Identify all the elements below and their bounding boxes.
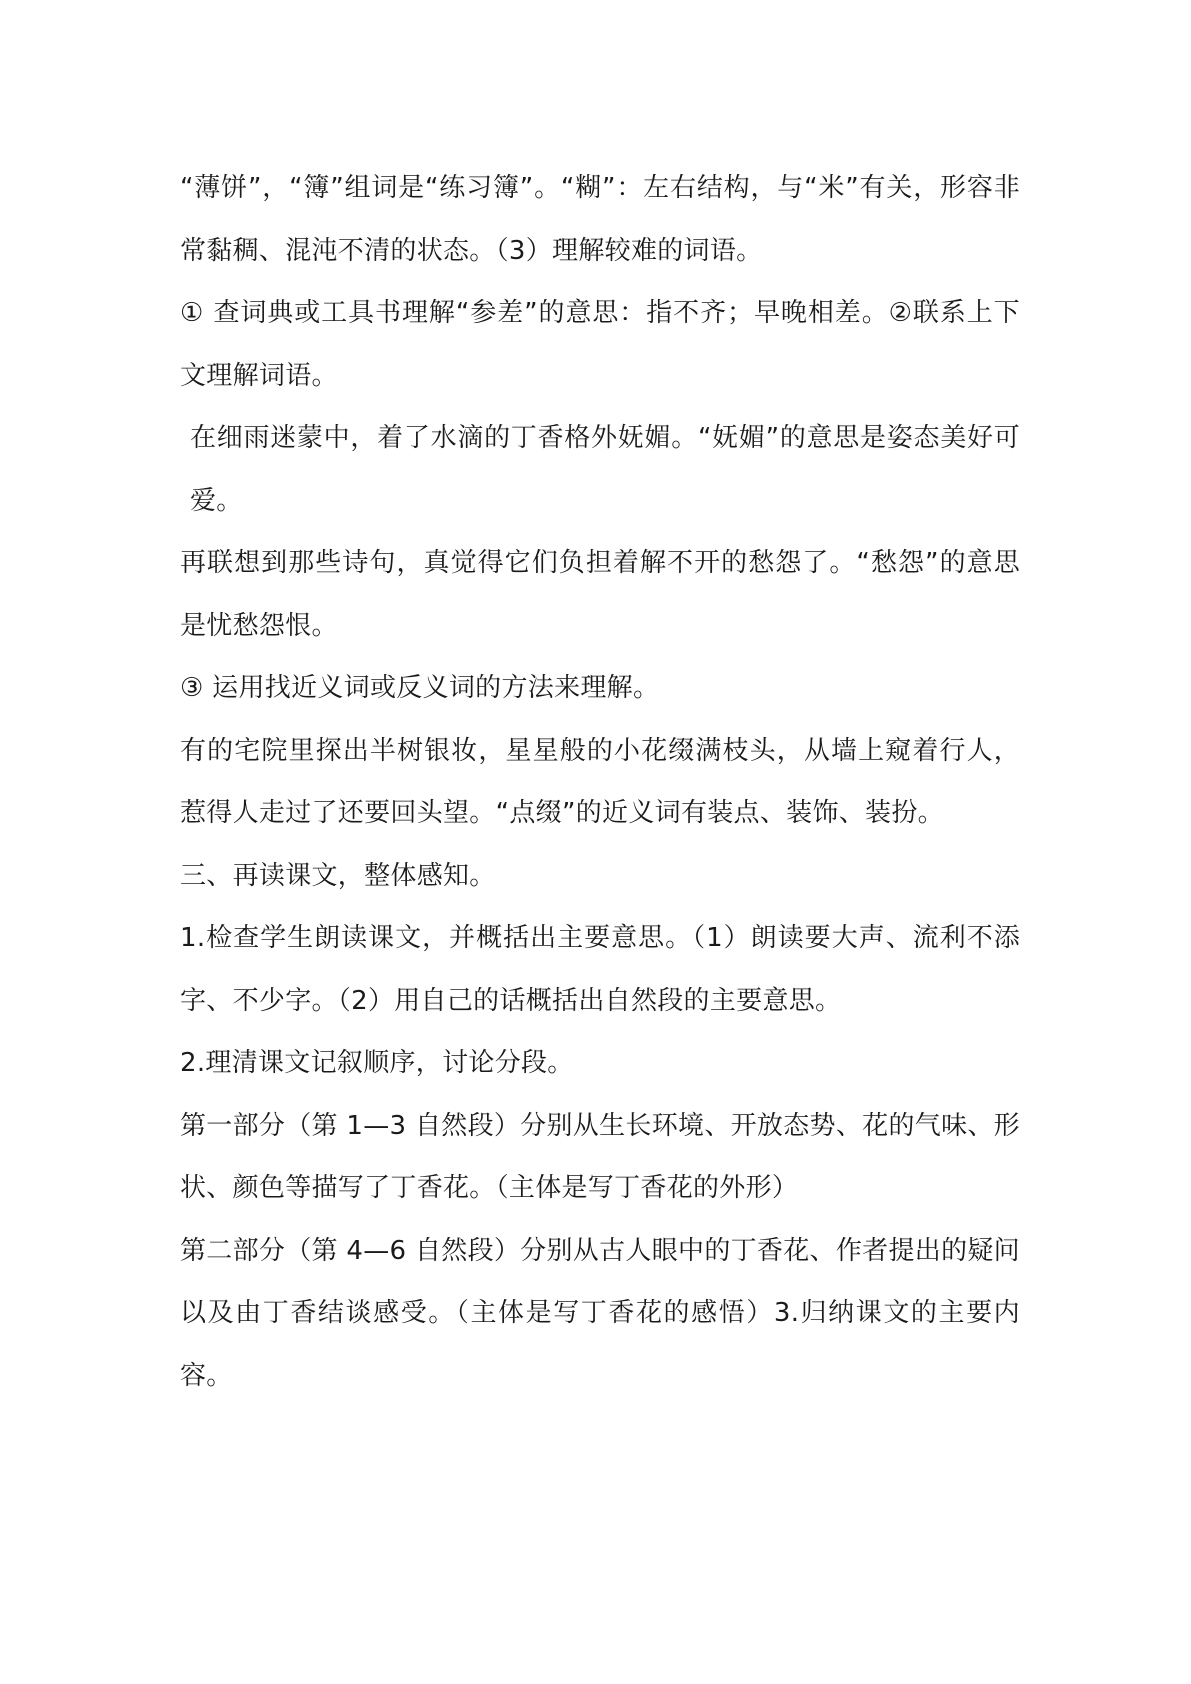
paragraph-synonym-method: ③ 运用找近义词或反义词的方法来理解。 [180,673,660,703]
document-body [180,157,1020,1407]
section-heading-reread: 三、再读课文，整体感知。 [180,860,496,891]
paragraph-dictionary-method: ① 查词典或工具书理解“参差”的意思：指不齐；早晚相差。②联系上下文理解词语。 [180,298,1020,391]
paragraph-part-two: 第二部分（第 4—6 自然段）分别从古人眼中的丁香花、作者提出的疑问以及由丁香结谈感受。（主体是写丁香花的感悟）3.归纳课文的主要内容。 [180,1235,1020,1391]
paragraph-word-structure: “薄饼”，“簿”组词是“练习簿”。“糊”：左右结构，与“米”有关，形容非常黏稠、混沌不清的状态。（3）理解较难的词语。 [180,173,1020,266]
paragraph-sequence: 2.理清课文记叙顺序，讨论分段。 [180,1048,574,1078]
paragraph-context-example-1: 在细雨迷蒙中，着了水滴的丁香格外妩媚。“妩媚”的意思是姿态美好可爱。 [190,423,1020,516]
paragraph-part-one: 第一部分（第 1—3 自然段）分别从生长环境、开放态势、花的气味、形状、颜色等描写了丁香花。（主体是写丁香花的外形） [180,1110,1020,1203]
paragraph-reading-check: 1.检查学生朗读课文，并概括出主要意思。（1）朗读要大声、流利不添字、不少字。（2）用自己的话概括出自然段的主要意思。 [180,923,1020,1016]
paragraph-synonym-example: 有的宅院里探出半树银妆，星星般的小花缀满枝头，从墙上窥着行人，惹得人走过了还要回头望。“点缀”的近义词有装点、装饰、装扮。 [180,735,1020,828]
paragraph-context-example-2: 再联想到那些诗句，真觉得它们负担着解不开的愁怨了。“愁怨”的意思是忧愁怨恨。 [180,548,1020,641]
